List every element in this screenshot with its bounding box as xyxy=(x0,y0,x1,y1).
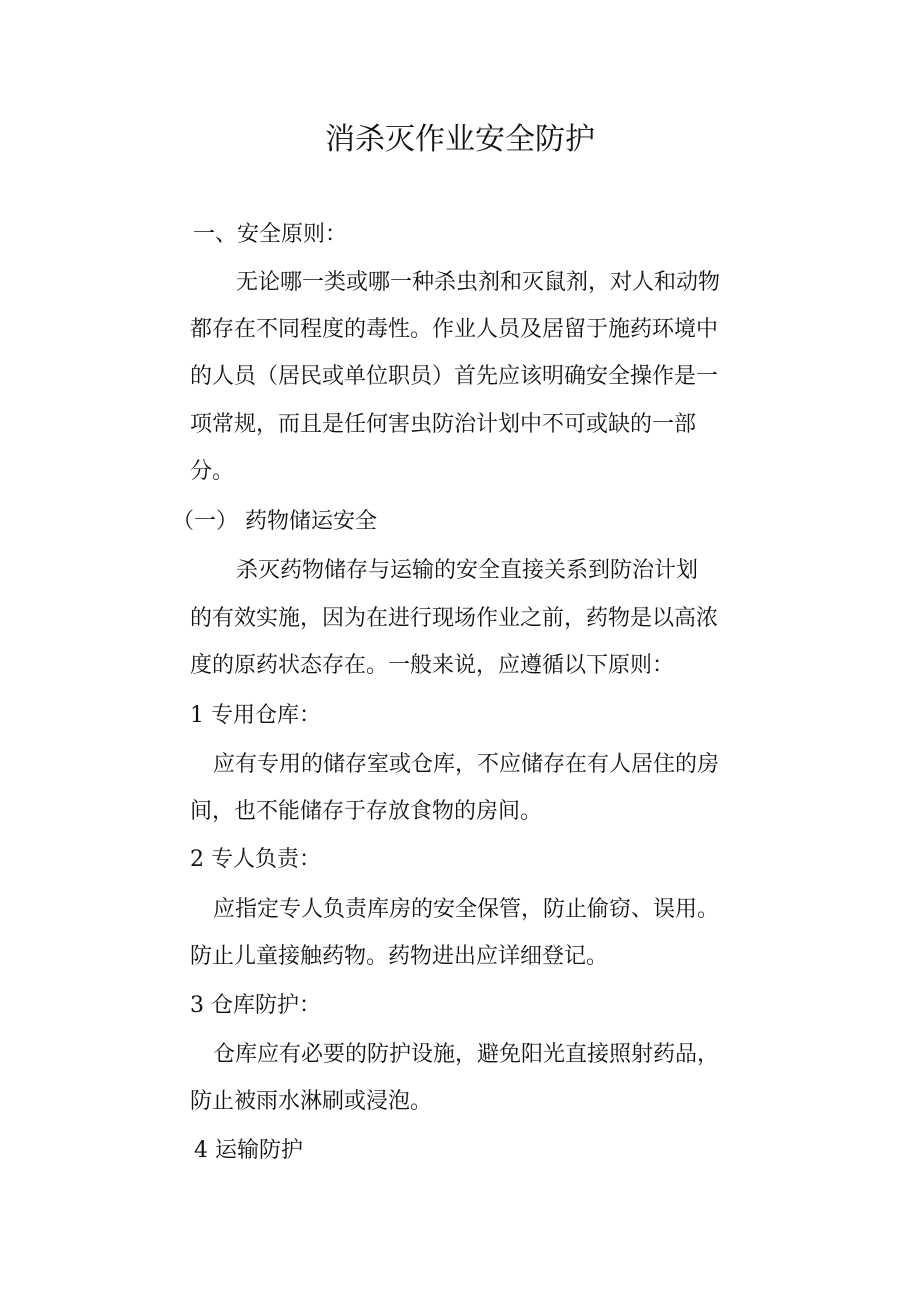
section-heading: 一、安全原则： xyxy=(193,222,348,247)
paragraph-line: 的有效实施，因为在进行现场作业之前，药物是以高浓 xyxy=(190,606,719,631)
paragraph-line: 无论哪一类或哪一种杀虫剂和灭鼠剂，对人和动物 xyxy=(236,270,721,295)
paragraph-line: 的人员（居民或单位职员）首先应该明确安全操作是一 xyxy=(190,364,719,389)
item-heading: 4 运输防护 xyxy=(194,1138,303,1163)
item-heading: 1 专用仓库： xyxy=(190,703,321,728)
paragraph-line: 分。 xyxy=(190,459,235,484)
item-heading: 3 仓库防护： xyxy=(190,993,321,1018)
paragraph-line: 防止儿童接触药物。药物进出应详细登记。 xyxy=(190,944,609,969)
paragraph-line: 都存在不同程度的毒性。作业人员及居留于施药环境中 xyxy=(190,317,719,342)
document-title: 消杀灭作业安全防护 xyxy=(325,122,595,157)
paragraph-line: 应有专用的储存室或仓库，不应储存在有人居住的房 xyxy=(213,752,720,777)
subsection-heading: （一） 药物储运安全 xyxy=(172,509,377,534)
paragraph-line: 间，也不能储存于存放食物的房间。 xyxy=(190,799,543,824)
paragraph-line: 仓库应有必要的防护设施，避免阳光直接照射药品， xyxy=(213,1042,720,1067)
paragraph-line: 防止被雨水淋刷或浸泡。 xyxy=(190,1089,433,1114)
paragraph-line: 杀灭药物储存与运输的安全直接关系到防治计划 xyxy=(236,558,699,583)
paragraph-line: 度的原药状态存在。一般来说，应遵循以下原则： xyxy=(190,653,675,678)
paragraph-line: 项常规，而且是任何害虫防治计划中不可或缺的一部 xyxy=(190,412,697,437)
item-heading: 2 专人负责： xyxy=(190,847,321,872)
paragraph-line: 应指定专人负责库房的安全保管，防止偷窃、误用。 xyxy=(213,897,720,922)
